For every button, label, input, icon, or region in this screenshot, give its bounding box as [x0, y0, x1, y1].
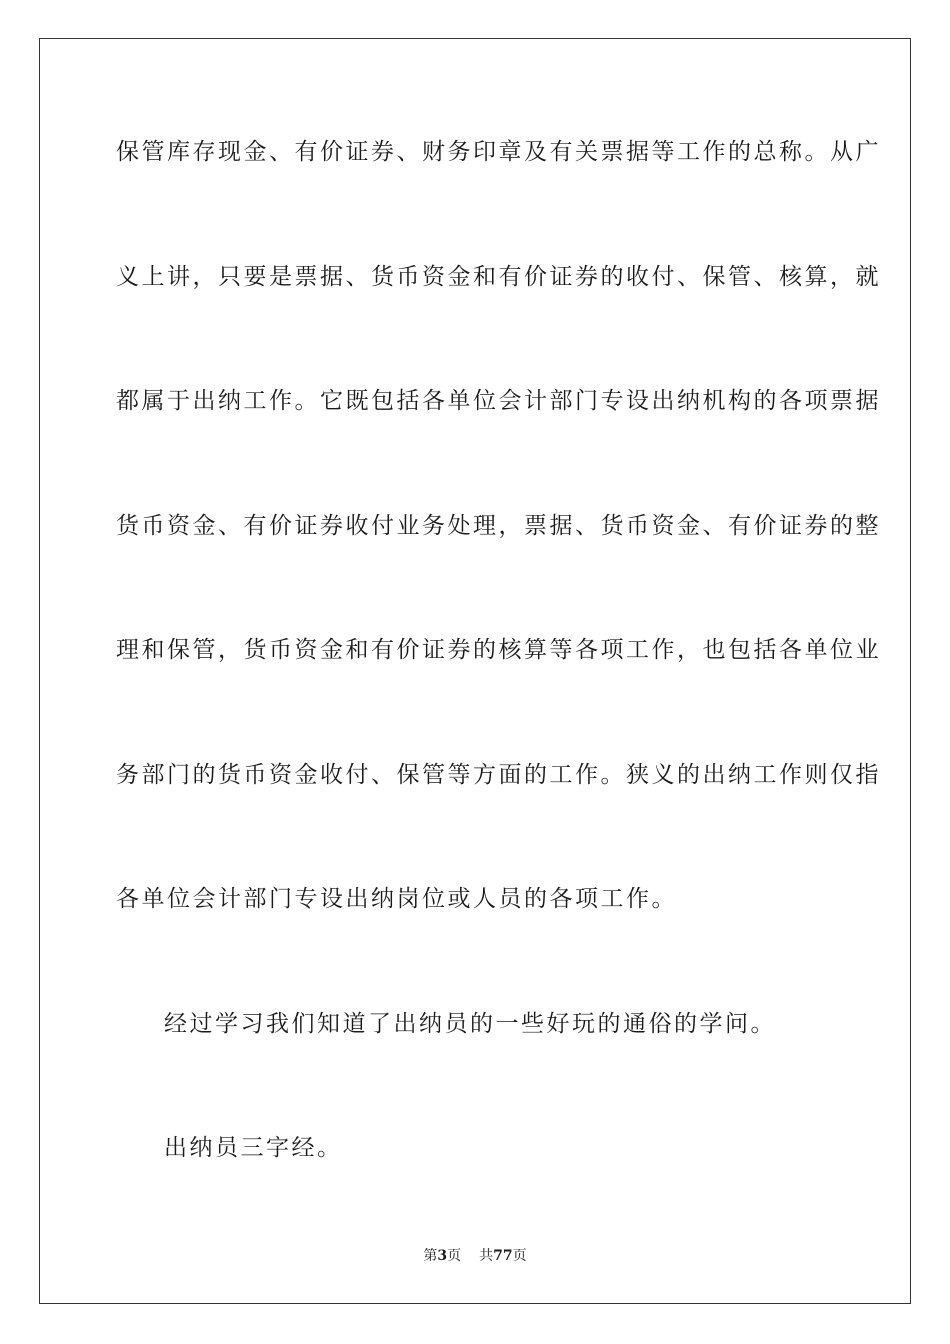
- footer-total-suffix: 页: [512, 1248, 527, 1264]
- body-line-3: 都属于出纳工作。它既包括各单位会计部门专设出纳机构的各项票据: [116, 388, 881, 414]
- footer-page-number: 3: [437, 1248, 448, 1264]
- body-line-7: 各单位会计部门专设出纳岗位或人员的各项工作。: [116, 886, 677, 912]
- footer-page-suffix: 页: [447, 1248, 462, 1264]
- body-line-5: 理和保管，货币资金和有价证券的核算等各项工作，也包括各单位业: [116, 637, 881, 663]
- paragraph-three-character-classic: 出纳员三字经。: [164, 1135, 343, 1161]
- page-border: [39, 38, 911, 1304]
- footer-total-prefix: 共: [479, 1248, 494, 1264]
- body-line-2: 义上讲，只要是票据、货币资金和有价证券的收付、保管、核算，就: [116, 264, 881, 290]
- footer-page-prefix: 第: [423, 1248, 438, 1264]
- body-line-6: 务部门的货币资金收付、保管等方面的工作。狭义的出纳工作则仅指: [116, 762, 881, 788]
- page-footer: [0, 1246, 950, 1266]
- body-line-1: 保管库存现金、有价证券、财务印章及有关票据等工作的总称。从广: [116, 139, 881, 165]
- footer-total-pages: 77: [493, 1248, 513, 1264]
- paragraph-study-note: 经过学习我们知道了出纳员的一些好玩的通俗的学问。: [164, 1011, 776, 1037]
- body-line-4: 货币资金、有价证券收付业务处理，票据、货币资金、有价证券的整: [116, 513, 881, 539]
